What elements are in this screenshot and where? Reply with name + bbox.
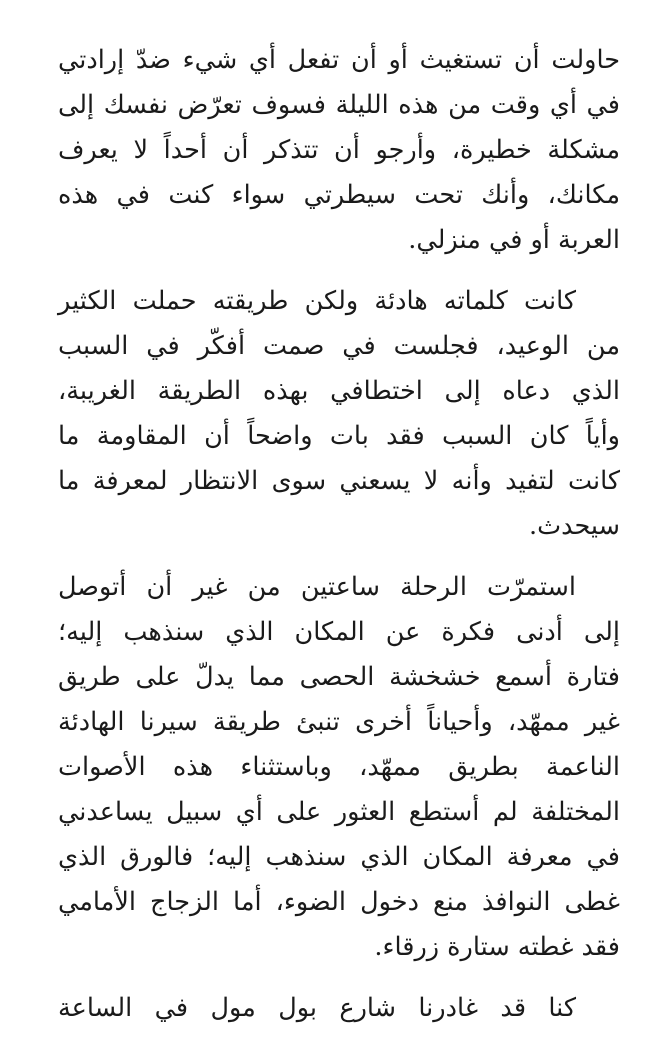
text-line: إلى أدنى فكرة عن المكان الذي سنذهب إليه؛ — [58, 617, 620, 647]
text-line: من الوعيد، فجلست في صمت أفكّر في السبب — [58, 331, 620, 361]
text-line: الناعمة بطريق ممهّد، وباستثناء هذه الأصوات — [58, 752, 620, 782]
text-line: استمرّت الرحلة ساعتين من غير أن أتوصل — [58, 572, 576, 602]
text-line: غطى النوافذ منع دخول الضوء، أما الزجاج الأمامي — [58, 887, 620, 917]
text-line: الذي دعاه إلى اختطافي بهذه الطريقة الغريبة، — [58, 376, 620, 406]
paragraph-1 — [58, 38, 620, 263]
text-line: فتارة أسمع خشخشة الحصى مما يدلّ على طريق — [58, 662, 620, 692]
text-line: وأياً كان السبب فقد بات واضحاً أن المقاومة ما — [58, 421, 620, 451]
text-line: في أي وقت من هذه الليلة فسوف تعرّض نفسك إلى — [58, 90, 620, 120]
text-line: مشكلة خطيرة، وأرجو أن تتذكر أن أحداً لا يعرف — [58, 135, 620, 165]
text-line: كانت لتفيد وأنه لا يسعني سوى الانتظار لمعرفة ما — [58, 466, 620, 496]
text-line: غير ممهّد، وأحياناً أخرى تنبئ طريقة سيرنا الهادئة — [58, 707, 620, 737]
text-line: مكانك، وأنك تحت سيطرتي سواء كنت في هذه — [58, 180, 620, 210]
text-line: فقد غطته ستارة زرقاء. — [374, 932, 620, 962]
paragraph-3 — [58, 565, 620, 970]
paragraph-4 — [58, 986, 620, 1031]
text-line: المختلفة لم أستطع العثور على أي سبيل يساعدني — [58, 797, 620, 827]
text-line: العربة أو في منزلي. — [408, 225, 620, 255]
text-line: حاولت أن تستغيث أو أن تفعل أي شيء ضدّ إرادتي — [58, 45, 620, 75]
book-page — [58, 38, 620, 1047]
text-line: في معرفة المكان الذي سنذهب إليه؛ فالورق الذي — [58, 842, 620, 872]
paragraph-2 — [58, 279, 620, 549]
text-line: كانت كلماته هادئة ولكن طريقته حملت الكثير — [58, 286, 576, 316]
text-line: سيحدث. — [528, 511, 620, 541]
text-line: كنا قد غادرنا شارع بول مول في الساعة — [58, 993, 576, 1023]
